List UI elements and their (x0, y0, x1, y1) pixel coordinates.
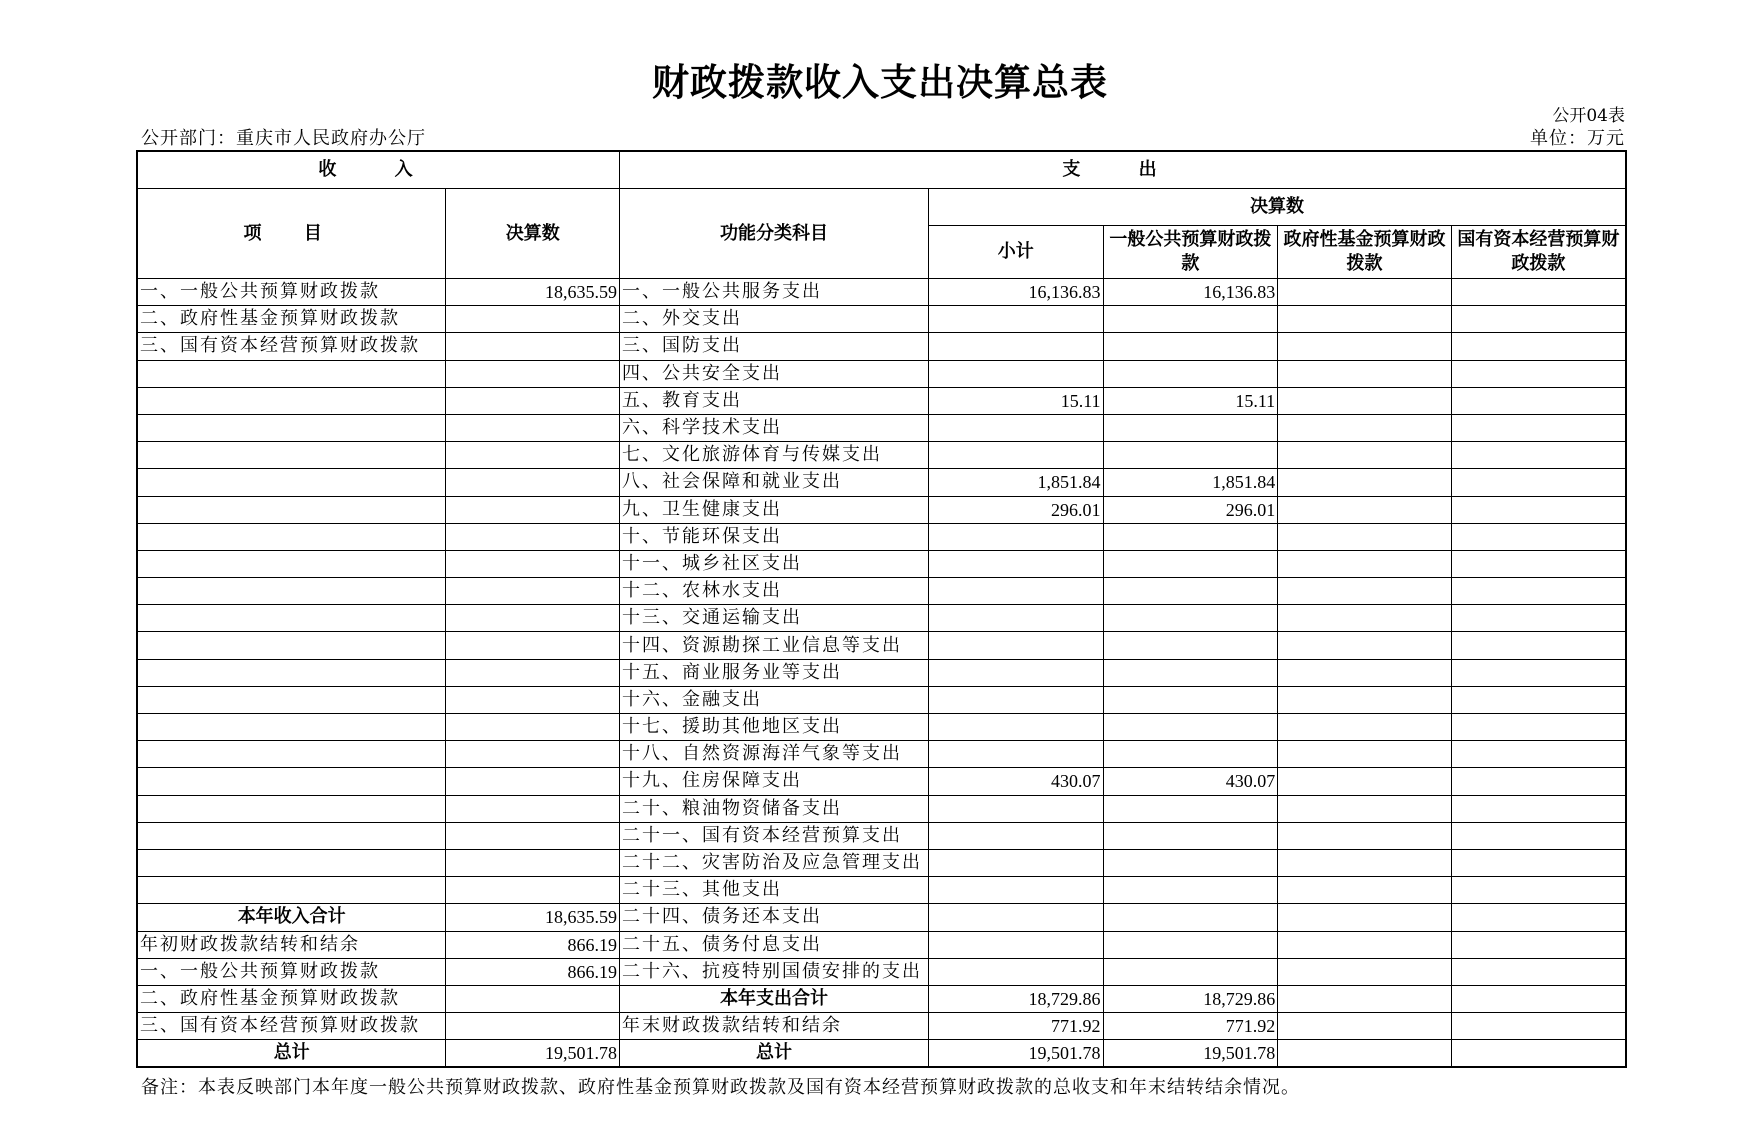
income-amount-cell (446, 496, 620, 523)
general-budget-cell (1103, 958, 1278, 985)
income-amount-cell (446, 632, 620, 659)
general-budget-cell (1103, 741, 1278, 768)
soe-budget-cell (1451, 686, 1626, 713)
income-item-cell (137, 496, 446, 523)
income-amount-cell (446, 387, 620, 414)
form-number: 公开04表 (1552, 106, 1625, 126)
expense-item-cell: 十五、商业服务业等支出 (620, 659, 929, 686)
table-row (137, 279, 1626, 306)
table-row (137, 469, 1626, 496)
income-amount-cell (446, 523, 620, 550)
income-item-header: 项 目 (137, 189, 446, 279)
subtotal-cell (928, 686, 1103, 713)
subtotal-cell (928, 605, 1103, 632)
subtotal-cell: 19,501.78 (928, 1040, 1103, 1068)
soe-budget-header: 国有资本经营预算财政拨款 (1451, 226, 1626, 279)
income-amount-cell (446, 469, 620, 496)
expense-item-cell: 四、公共安全支出 (620, 360, 929, 387)
expense-item-cell: 八、社会保障和就业支出 (620, 469, 929, 496)
income-amount-cell (446, 442, 620, 469)
general-budget-cell (1103, 605, 1278, 632)
expense-item-cell: 十二、农林水支出 (620, 578, 929, 605)
general-budget-cell (1103, 523, 1278, 550)
income-item-cell: 二、政府性基金预算财政拨款 (137, 985, 446, 1012)
income-amount-cell (446, 822, 620, 849)
fund-budget-cell (1278, 469, 1452, 496)
income-item-cell: 一、一般公共预算财政拨款 (137, 279, 446, 306)
general-budget-cell (1103, 822, 1278, 849)
fund-budget-cell (1278, 931, 1452, 958)
income-item-cell (137, 442, 446, 469)
general-budget-cell (1103, 414, 1278, 441)
general-budget-cell (1103, 632, 1278, 659)
income-amount-cell (446, 414, 620, 441)
soe-budget-cell (1451, 849, 1626, 876)
income-item-cell (137, 822, 446, 849)
general-budget-cell (1103, 795, 1278, 822)
appropriation-summary-table (136, 150, 1627, 1068)
expense-item-cell: 二十三、其他支出 (620, 877, 929, 904)
expense-item-cell: 十三、交通运输支出 (620, 605, 929, 632)
income-amount-cell (446, 768, 620, 795)
expense-item-cell: 年末财政拨款结转和结余 (620, 1013, 929, 1040)
income-item-cell (137, 795, 446, 822)
table-row (137, 659, 1626, 686)
expense-item-cell: 十四、资源勘探工业信息等支出 (620, 632, 929, 659)
income-item-cell: 二、政府性基金预算财政拨款 (137, 306, 446, 333)
subtotal-cell: 18,729.86 (928, 985, 1103, 1012)
general-budget-cell: 19,501.78 (1103, 1040, 1278, 1068)
footnote: 备注：本表反映部门本年度一般公共预算财政拨款、政府性基金预算财政拨款及国有资本经营预算财政拨款的总收支和年末结转结余情况。 (141, 1077, 1300, 1098)
income-amount-cell (446, 795, 620, 822)
general-budget-cell (1103, 904, 1278, 931)
soe-budget-cell (1451, 279, 1626, 306)
general-budget-cell (1103, 877, 1278, 904)
income-item-cell (137, 578, 446, 605)
general-budget-cell (1103, 442, 1278, 469)
expense-item-cell: 二十二、灾害防治及应急管理支出 (620, 849, 929, 876)
soe-budget-cell (1451, 496, 1626, 523)
soe-budget-cell (1451, 578, 1626, 605)
subtotal-cell (928, 632, 1103, 659)
soe-budget-cell (1451, 985, 1626, 1012)
expense-item-cell: 二十六、抗疫特别国债安排的支出 (620, 958, 929, 985)
table-row (137, 414, 1626, 441)
subtotal-cell: 296.01 (928, 496, 1103, 523)
income-item-cell: 总计 (137, 1040, 446, 1068)
table-row (137, 387, 1626, 414)
expense-item-cell: 二、外交支出 (620, 306, 929, 333)
general-budget-cell (1103, 714, 1278, 741)
income-amount-header: 决算数 (446, 189, 620, 279)
income-item-cell (137, 741, 446, 768)
income-amount-cell (446, 605, 620, 632)
subtotal-cell (928, 958, 1103, 985)
soe-budget-cell (1451, 632, 1626, 659)
income-amount-cell (446, 741, 620, 768)
income-amount-cell (446, 686, 620, 713)
fund-budget-cell (1278, 442, 1452, 469)
general-budget-header: 一般公共预算财政拨款 (1103, 226, 1278, 279)
subtotal-cell (928, 414, 1103, 441)
income-amount-cell: 18,635.59 (446, 904, 620, 931)
general-budget-cell (1103, 686, 1278, 713)
soe-budget-cell (1451, 795, 1626, 822)
income-item-cell (137, 659, 446, 686)
fund-budget-header: 政府性基金预算财政拨款 (1278, 226, 1452, 279)
fund-budget-cell (1278, 714, 1452, 741)
soe-budget-cell (1451, 387, 1626, 414)
expense-item-cell: 本年支出合计 (620, 985, 929, 1012)
table-row (137, 306, 1626, 333)
fund-budget-cell (1278, 632, 1452, 659)
subtotal-cell (928, 360, 1103, 387)
income-amount-cell (446, 985, 620, 1012)
subtotal-cell (928, 714, 1103, 741)
table-row (137, 550, 1626, 577)
table-row (137, 849, 1626, 876)
income-amount-cell (446, 550, 620, 577)
table-row (137, 605, 1626, 632)
table-row (137, 985, 1626, 1012)
table-row (137, 904, 1626, 931)
table-row (137, 1040, 1626, 1068)
soe-budget-cell (1451, 442, 1626, 469)
subtotal-header: 小计 (928, 226, 1103, 279)
income-amount-cell: 18,635.59 (446, 279, 620, 306)
soe-budget-cell (1451, 822, 1626, 849)
fund-budget-cell (1278, 768, 1452, 795)
table-row (137, 877, 1626, 904)
expense-item-cell: 十九、住房保障支出 (620, 768, 929, 795)
fund-budget-cell (1278, 496, 1452, 523)
general-budget-cell (1103, 333, 1278, 360)
table-row (137, 578, 1626, 605)
soe-budget-cell (1451, 550, 1626, 577)
general-budget-cell (1103, 659, 1278, 686)
income-item-cell: 年初财政拨款结转和结余 (137, 931, 446, 958)
expense-item-cell: 十六、金融支出 (620, 686, 929, 713)
table-row (137, 686, 1626, 713)
subtotal-cell (928, 523, 1103, 550)
income-item-cell (137, 849, 446, 876)
general-budget-cell: 771.92 (1103, 1013, 1278, 1040)
expense-item-cell: 十一、城乡社区支出 (620, 550, 929, 577)
table-row (137, 768, 1626, 795)
general-budget-cell (1103, 931, 1278, 958)
expense-item-cell: 六、科学技术支出 (620, 414, 929, 441)
page-title: 财政拨款收入支出决算总表 (652, 60, 1108, 104)
income-section-header: 收 入 (137, 151, 620, 189)
income-item-cell (137, 523, 446, 550)
expense-item-cell: 十、节能环保支出 (620, 523, 929, 550)
fund-budget-cell (1278, 578, 1452, 605)
income-item-cell (137, 469, 446, 496)
soe-budget-cell (1451, 714, 1626, 741)
subtotal-cell (928, 306, 1103, 333)
expense-item-cell: 二十一、国有资本经营预算支出 (620, 822, 929, 849)
subtotal-cell: 15.11 (928, 387, 1103, 414)
soe-budget-cell (1451, 523, 1626, 550)
income-amount-cell (446, 306, 620, 333)
income-item-cell: 本年收入合计 (137, 904, 446, 931)
table-row (137, 523, 1626, 550)
unit-label: 单位：万元 (1530, 128, 1625, 149)
table-row (137, 741, 1626, 768)
subtotal-cell (928, 442, 1103, 469)
fund-budget-cell (1278, 360, 1452, 387)
subtotal-cell: 771.92 (928, 1013, 1103, 1040)
expense-item-cell: 七、文化旅游体育与传媒支出 (620, 442, 929, 469)
income-amount-cell: 866.19 (446, 931, 620, 958)
subtotal-cell (928, 904, 1103, 931)
general-budget-cell: 18,729.86 (1103, 985, 1278, 1012)
general-budget-cell (1103, 849, 1278, 876)
soe-budget-cell (1451, 605, 1626, 632)
income-amount-cell: 19,501.78 (446, 1040, 620, 1068)
subtotal-cell (928, 550, 1103, 577)
subtotal-cell: 1,851.84 (928, 469, 1103, 496)
expense-item-cell: 二十四、债务还本支出 (620, 904, 929, 931)
soe-budget-cell (1451, 360, 1626, 387)
income-item-cell (137, 686, 446, 713)
fund-budget-cell (1278, 550, 1452, 577)
fund-budget-cell (1278, 985, 1452, 1012)
subtotal-cell (928, 578, 1103, 605)
general-budget-cell: 1,851.84 (1103, 469, 1278, 496)
income-item-cell: 三、国有资本经营预算财政拨款 (137, 1013, 446, 1040)
income-amount-cell (446, 360, 620, 387)
fund-budget-cell (1278, 741, 1452, 768)
fund-budget-cell (1278, 333, 1452, 360)
expense-section-header: 支 出 (620, 151, 1626, 189)
table-row (137, 958, 1626, 985)
income-item-cell (137, 360, 446, 387)
fund-budget-cell (1278, 306, 1452, 333)
department-label: 公开部门：重庆市人民政府办公厅 (141, 128, 426, 149)
expense-item-cell: 十七、援助其他地区支出 (620, 714, 929, 741)
soe-budget-cell (1451, 741, 1626, 768)
soe-budget-cell (1451, 333, 1626, 360)
fund-budget-cell (1278, 686, 1452, 713)
category-header: 功能分类科目 (620, 189, 929, 279)
table-row (137, 1013, 1626, 1040)
soe-budget-cell (1451, 306, 1626, 333)
general-budget-cell (1103, 578, 1278, 605)
final-amount-header: 决算数 (928, 189, 1626, 226)
fund-budget-cell (1278, 795, 1452, 822)
soe-budget-cell (1451, 414, 1626, 441)
fund-budget-cell (1278, 387, 1452, 414)
income-amount-cell (446, 849, 620, 876)
general-budget-cell: 16,136.83 (1103, 279, 1278, 306)
soe-budget-cell (1451, 904, 1626, 931)
expense-item-cell: 总计 (620, 1040, 929, 1068)
income-amount-cell (446, 333, 620, 360)
subtotal-cell: 16,136.83 (928, 279, 1103, 306)
table-row (137, 632, 1626, 659)
subtotal-cell (928, 849, 1103, 876)
subtotal-cell (928, 822, 1103, 849)
fund-budget-cell (1278, 904, 1452, 931)
income-item-cell (137, 414, 446, 441)
soe-budget-cell (1451, 659, 1626, 686)
subtotal-cell (928, 333, 1103, 360)
soe-budget-cell (1451, 1013, 1626, 1040)
table-body (137, 279, 1626, 1068)
subtotal-cell (928, 795, 1103, 822)
general-budget-cell: 296.01 (1103, 496, 1278, 523)
expense-item-cell: 三、国防支出 (620, 333, 929, 360)
income-amount-cell (446, 877, 620, 904)
expense-item-cell: 二十、粮油物资储备支出 (620, 795, 929, 822)
income-amount-cell (446, 1013, 620, 1040)
fund-budget-cell (1278, 1013, 1452, 1040)
table-row (137, 333, 1626, 360)
soe-budget-cell (1451, 877, 1626, 904)
table-row (137, 360, 1626, 387)
table-row (137, 822, 1626, 849)
fund-budget-cell (1278, 822, 1452, 849)
income-item-cell (137, 714, 446, 741)
table-row (137, 442, 1626, 469)
income-item-cell (137, 550, 446, 577)
expense-item-cell: 一、一般公共服务支出 (620, 279, 929, 306)
fund-budget-cell (1278, 958, 1452, 985)
income-amount-cell: 866.19 (446, 958, 620, 985)
subtotal-cell (928, 741, 1103, 768)
general-budget-cell (1103, 550, 1278, 577)
soe-budget-cell (1451, 931, 1626, 958)
fund-budget-cell (1278, 279, 1452, 306)
fund-budget-cell (1278, 414, 1452, 441)
fund-budget-cell (1278, 523, 1452, 550)
subtotal-cell (928, 931, 1103, 958)
income-item-cell (137, 605, 446, 632)
income-item-cell: 三、国有资本经营预算财政拨款 (137, 333, 446, 360)
fund-budget-cell (1278, 659, 1452, 686)
soe-budget-cell (1451, 469, 1626, 496)
fund-budget-cell (1278, 849, 1452, 876)
fund-budget-cell (1278, 605, 1452, 632)
income-item-cell (137, 877, 446, 904)
soe-budget-cell (1451, 958, 1626, 985)
subtotal-cell (928, 659, 1103, 686)
income-amount-cell (446, 714, 620, 741)
income-item-cell (137, 768, 446, 795)
soe-budget-cell (1451, 768, 1626, 795)
subtotal-cell: 430.07 (928, 768, 1103, 795)
expense-item-cell: 十八、自然资源海洋气象等支出 (620, 741, 929, 768)
table-row (137, 496, 1626, 523)
income-amount-cell (446, 659, 620, 686)
expense-item-cell: 五、教育支出 (620, 387, 929, 414)
fund-budget-cell (1278, 1040, 1452, 1068)
general-budget-cell (1103, 360, 1278, 387)
general-budget-cell: 15.11 (1103, 387, 1278, 414)
income-amount-cell (446, 578, 620, 605)
table-row (137, 714, 1626, 741)
general-budget-cell: 430.07 (1103, 768, 1278, 795)
table-row (137, 931, 1626, 958)
soe-budget-cell (1451, 1040, 1626, 1068)
income-item-cell (137, 387, 446, 414)
table-row (137, 795, 1626, 822)
income-item-cell (137, 632, 446, 659)
general-budget-cell (1103, 306, 1278, 333)
expense-item-cell: 九、卫生健康支出 (620, 496, 929, 523)
income-item-cell: 一、一般公共预算财政拨款 (137, 958, 446, 985)
expense-item-cell: 二十五、债务付息支出 (620, 931, 929, 958)
subtotal-cell (928, 877, 1103, 904)
fund-budget-cell (1278, 877, 1452, 904)
